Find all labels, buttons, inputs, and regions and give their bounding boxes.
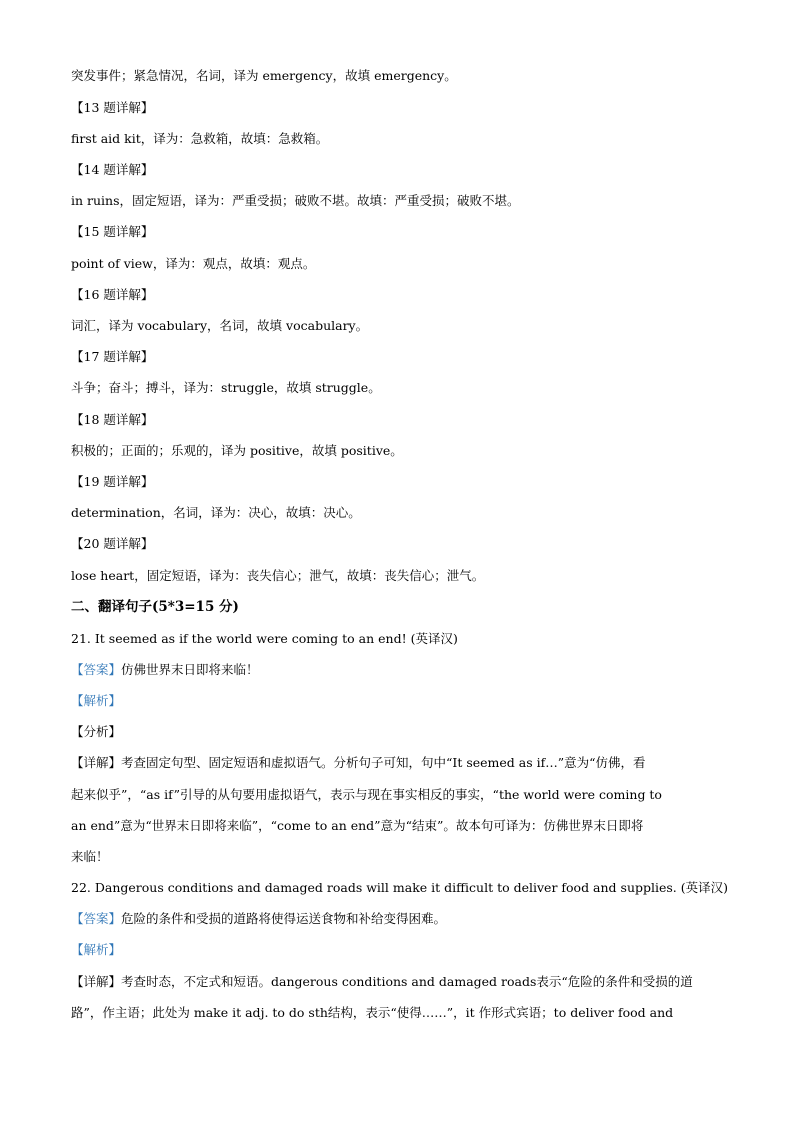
text-line: 词汇，译为 vocabulary，名词，故填 vocabulary。 — [71, 318, 369, 333]
text-line: 积极的；正面的；乐观的，译为 positive，故填 positive。 — [71, 443, 403, 458]
text-line: determination，名词，译为：决心，故填：决心。 — [71, 505, 361, 520]
section-heading-q13: 【13 题详解】 — [71, 100, 154, 115]
answer-row-21 — [71, 662, 259, 678]
analysis-heading: 【分析】 — [71, 724, 122, 739]
section-heading-q14: 【14 题详解】 — [71, 162, 154, 177]
text-line: 突发事件；紧急情况，名词，译为 emergency，故填 emergency。 — [71, 68, 457, 83]
detail-text: 考查时态，不定式和短语。dangerous conditions and damaged roads表示“危险的条件和受损的道 — [121, 974, 693, 989]
section-heading-q18: 【18 题详解】 — [71, 412, 154, 427]
question-21: 21. It seemed as if the world were coming to an end! (英译汉) — [71, 631, 458, 646]
detail-row-22 — [71, 974, 693, 990]
text-line: an end”意为“世界末日即将来临”，“come to an end”意为“结束”。故本句可译为：仿佛世界末日即将 — [71, 818, 644, 833]
answer-text: 危险的条件和受损的道路将使得运送食物和补给变得困难。 — [121, 911, 447, 926]
detail-row-21 — [71, 755, 646, 771]
section-heading-q20: 【20 题详解】 — [71, 536, 154, 551]
detail-tag: 【详解】 — [71, 755, 122, 770]
text-line: in ruins，固定短语，译为：严重受损；破败不堪。故填：严重受损；破败不堪。 — [71, 193, 520, 208]
section-heading-q15: 【15 题详解】 — [71, 224, 154, 239]
text-line: 斗争；奋斗；搏斗，译为：struggle，故填 struggle。 — [71, 380, 381, 395]
answer-tag: 【答案】 — [71, 662, 122, 677]
analysis-tag: 【解析】 — [71, 942, 122, 957]
text-line: lose heart，固定短语，译为：丧失信心；泄气，故填：丧失信心；泄气。 — [71, 568, 485, 583]
text-line: point of view，译为：观点，故填：观点。 — [71, 256, 316, 271]
section-heading-q17: 【17 题详解】 — [71, 349, 154, 364]
section-heading-q19: 【19 题详解】 — [71, 474, 154, 489]
answer-tag: 【答案】 — [71, 911, 122, 926]
answer-text: 仿佛世界末日即将来临！ — [121, 662, 259, 677]
detail-text: 考查固定句型、固定短语和虚拟语气。分析句子可知，句中“It seemed as if…”意为“仿佛，看 — [121, 755, 646, 770]
text-line: 起来似乎”，“as if”引导的从句要用虚拟语气，表示与现在事实相反的事实，“the world were coming to — [71, 787, 662, 802]
section-heading-q16: 【16 题详解】 — [71, 287, 154, 302]
text-line: 路”，作主语；此处为 make it adj. to do sth结构，表示“使得……”，it 作形式宾语；to deliver food and — [71, 1005, 674, 1020]
question-22: 22. Dangerous conditions and damaged roads will make it difficult to deliver food and supplies. (英译汉) — [71, 880, 729, 895]
part-heading: 二、翻译句子(5*3=15 分) — [71, 599, 239, 615]
text-line: 来临！ — [71, 849, 109, 864]
analysis-tag: 【解析】 — [71, 693, 122, 708]
answer-row-22 — [71, 911, 446, 927]
detail-tag: 【详解】 — [71, 974, 122, 989]
text-line: first aid kit，译为：急救箱，故填：急救箱。 — [71, 131, 329, 146]
